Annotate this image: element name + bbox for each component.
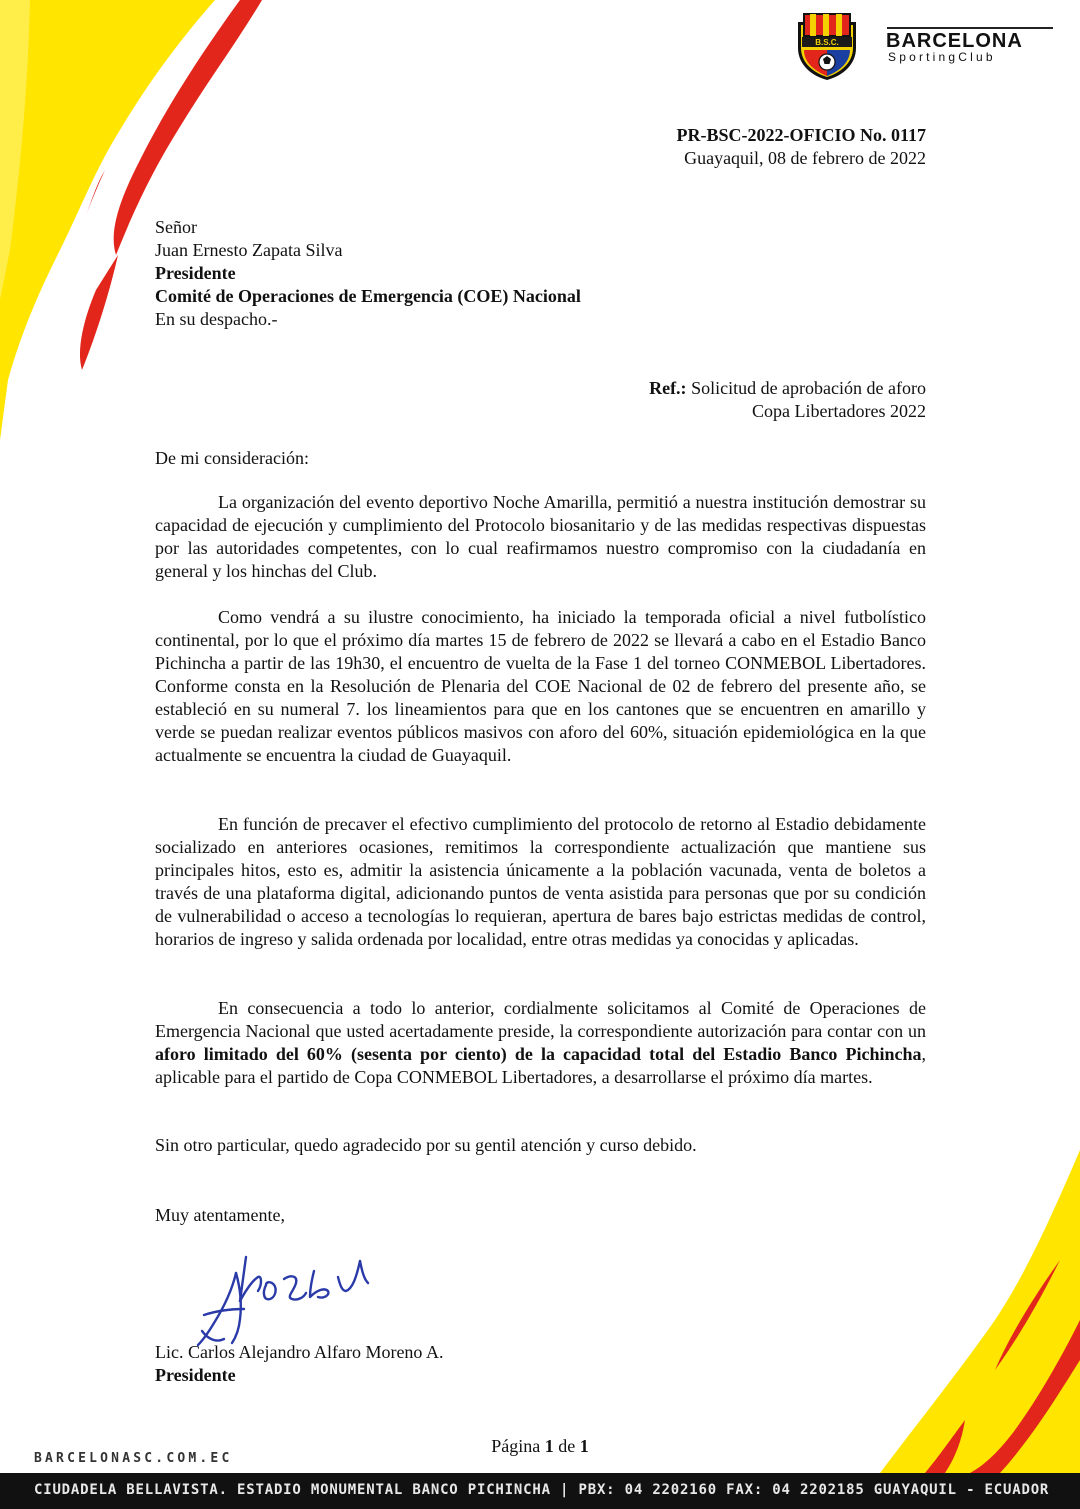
brand-logo — [790, 10, 1060, 85]
closing-salutation: Muy atentamente, — [155, 1205, 285, 1225]
recipient-office: En su despacho.- — [155, 309, 278, 329]
club-crest-icon — [790, 10, 864, 82]
body-paragraph-2: Como vendrá a su ilustre conocimiento, ha iniciado la temporada oficial a nivel futbolístico continental, por lo que el próximo día martes 15 de febrero de 2022 se llevará a cabo en el Estadio Banco Pichincha a partir de las 19h30, el encuentro de vuelta de la Fase 1 del torneo CONMEBOL Libertadores. Conforme consta en la Resolución de Plenaria del COE Nacional de 02 de febrero del presente año, se estableció en su numeral 7. los lineamientos para que en los cantones que se encuentren en amarillo y verde se puedan realizar eventos públicos masivos con aforo del 60%, situación epidemiológica en la que actualmente se encuentra la ciudad de Guayaquil. — [155, 607, 926, 765]
handwritten-signature — [196, 1235, 426, 1355]
recipient-salutation: Señor — [155, 217, 197, 237]
body-paragraph-4-end: , aplicable para el partido de Copa CONMEBOL Libertadores, a desarrollarse el próximo día martes. — [155, 1044, 926, 1087]
reference-line-2: Copa Libertadores 2022 — [752, 401, 926, 421]
footer-website: BARCELONASC.COM.EC — [34, 1451, 233, 1466]
svg-text:B.S.C.: B.S.C. — [815, 38, 839, 47]
brand-subtitle: SportingClub — [888, 50, 996, 64]
recipient-organization: Comité de Operaciones de Emergencia (COE) Nacional — [155, 286, 581, 306]
brand-divider — [887, 27, 1053, 29]
signer-title: Presidente — [155, 1365, 236, 1385]
body-paragraph-4-start: En consecuencia a todo lo anterior, cordialmente solicitamos al Comité de Operaciones de Emergencia Nacional que usted acertadamente preside, la correspondiente autorización para contar con un — [155, 998, 926, 1041]
reference-label: Ref.: — [649, 378, 687, 398]
brand-name: BARCELONA — [886, 30, 1023, 52]
body-paragraph-1: La organización del evento deportivo Noche Amarilla, permitió a nuestra institución demostrar su capacidad de ejecución y cumplimiento del Protocolo biosanitario y de las medidas respectivas dispuestas por las autoridades competentes, con lo cual reafirmamos nuestro compromiso con la ciudadanía en general y los hinchas del Club. — [155, 492, 926, 581]
greeting: De mi consideración: — [155, 448, 309, 468]
recipient-title: Presidente — [155, 263, 236, 283]
signer-name: Lic. Carlos Alejandro Alfaro Moreno A. — [155, 1342, 444, 1362]
reference-line-1 — [649, 377, 926, 400]
place-date: Guayaquil, 08 de febrero de 2022 — [684, 148, 926, 168]
document-reference-code: PR-BSC-2022-OFICIO No. 0117 — [676, 125, 926, 145]
body-paragraph-4 — [155, 997, 926, 1089]
recipient-name: Juan Ernesto Zapata Silva — [155, 240, 343, 260]
reference-subject: Solicitud de aprobación de aforo — [691, 378, 926, 398]
page-separator: de — [558, 1436, 576, 1456]
page-total: 1 — [579, 1436, 589, 1456]
body-paragraph-3: En función de precaver el efectivo cumplimiento del protocolo de retorno al Estadio debidamente socializado en anteriores ocasiones, remitimos la correspondiente actualización que mantiene sus principales hitos, esto es, admitir la asistencia únicamente a la población vacunada, venta de boletos a través de una plataforma digital, adicionando puntos de venta asistida para personas que por su condición de vulnerabilidad o acceso a tecnologías lo requieran, apertura de bares bajo estrictas medidas de control, horarios de ingreso y salida ordenada por localidad, entre otras medidas ya conocidas y aplicadas. — [155, 814, 926, 949]
page-current: 1 — [544, 1436, 554, 1456]
footer-bar — [0, 1473, 1080, 1509]
closing-note: Sin otro particular, quedo agradecido por su gentil atención y curso debido. — [155, 1135, 697, 1155]
body-paragraph-4-emphasis: aforo limitado del 60% (sesenta por ciento) de la capacidad total del Estadio Banco Pichincha — [155, 1044, 922, 1064]
page-prefix: Página — [491, 1436, 541, 1456]
footer-address: CIUDADELA BELLAVISTA. ESTADIO MONUMENTAL BANCO PICHINCHA | PBX: 04 2202160 FAX: 04 2202185 GUAYAQUIL - ECUADOR — [34, 1482, 1050, 1498]
